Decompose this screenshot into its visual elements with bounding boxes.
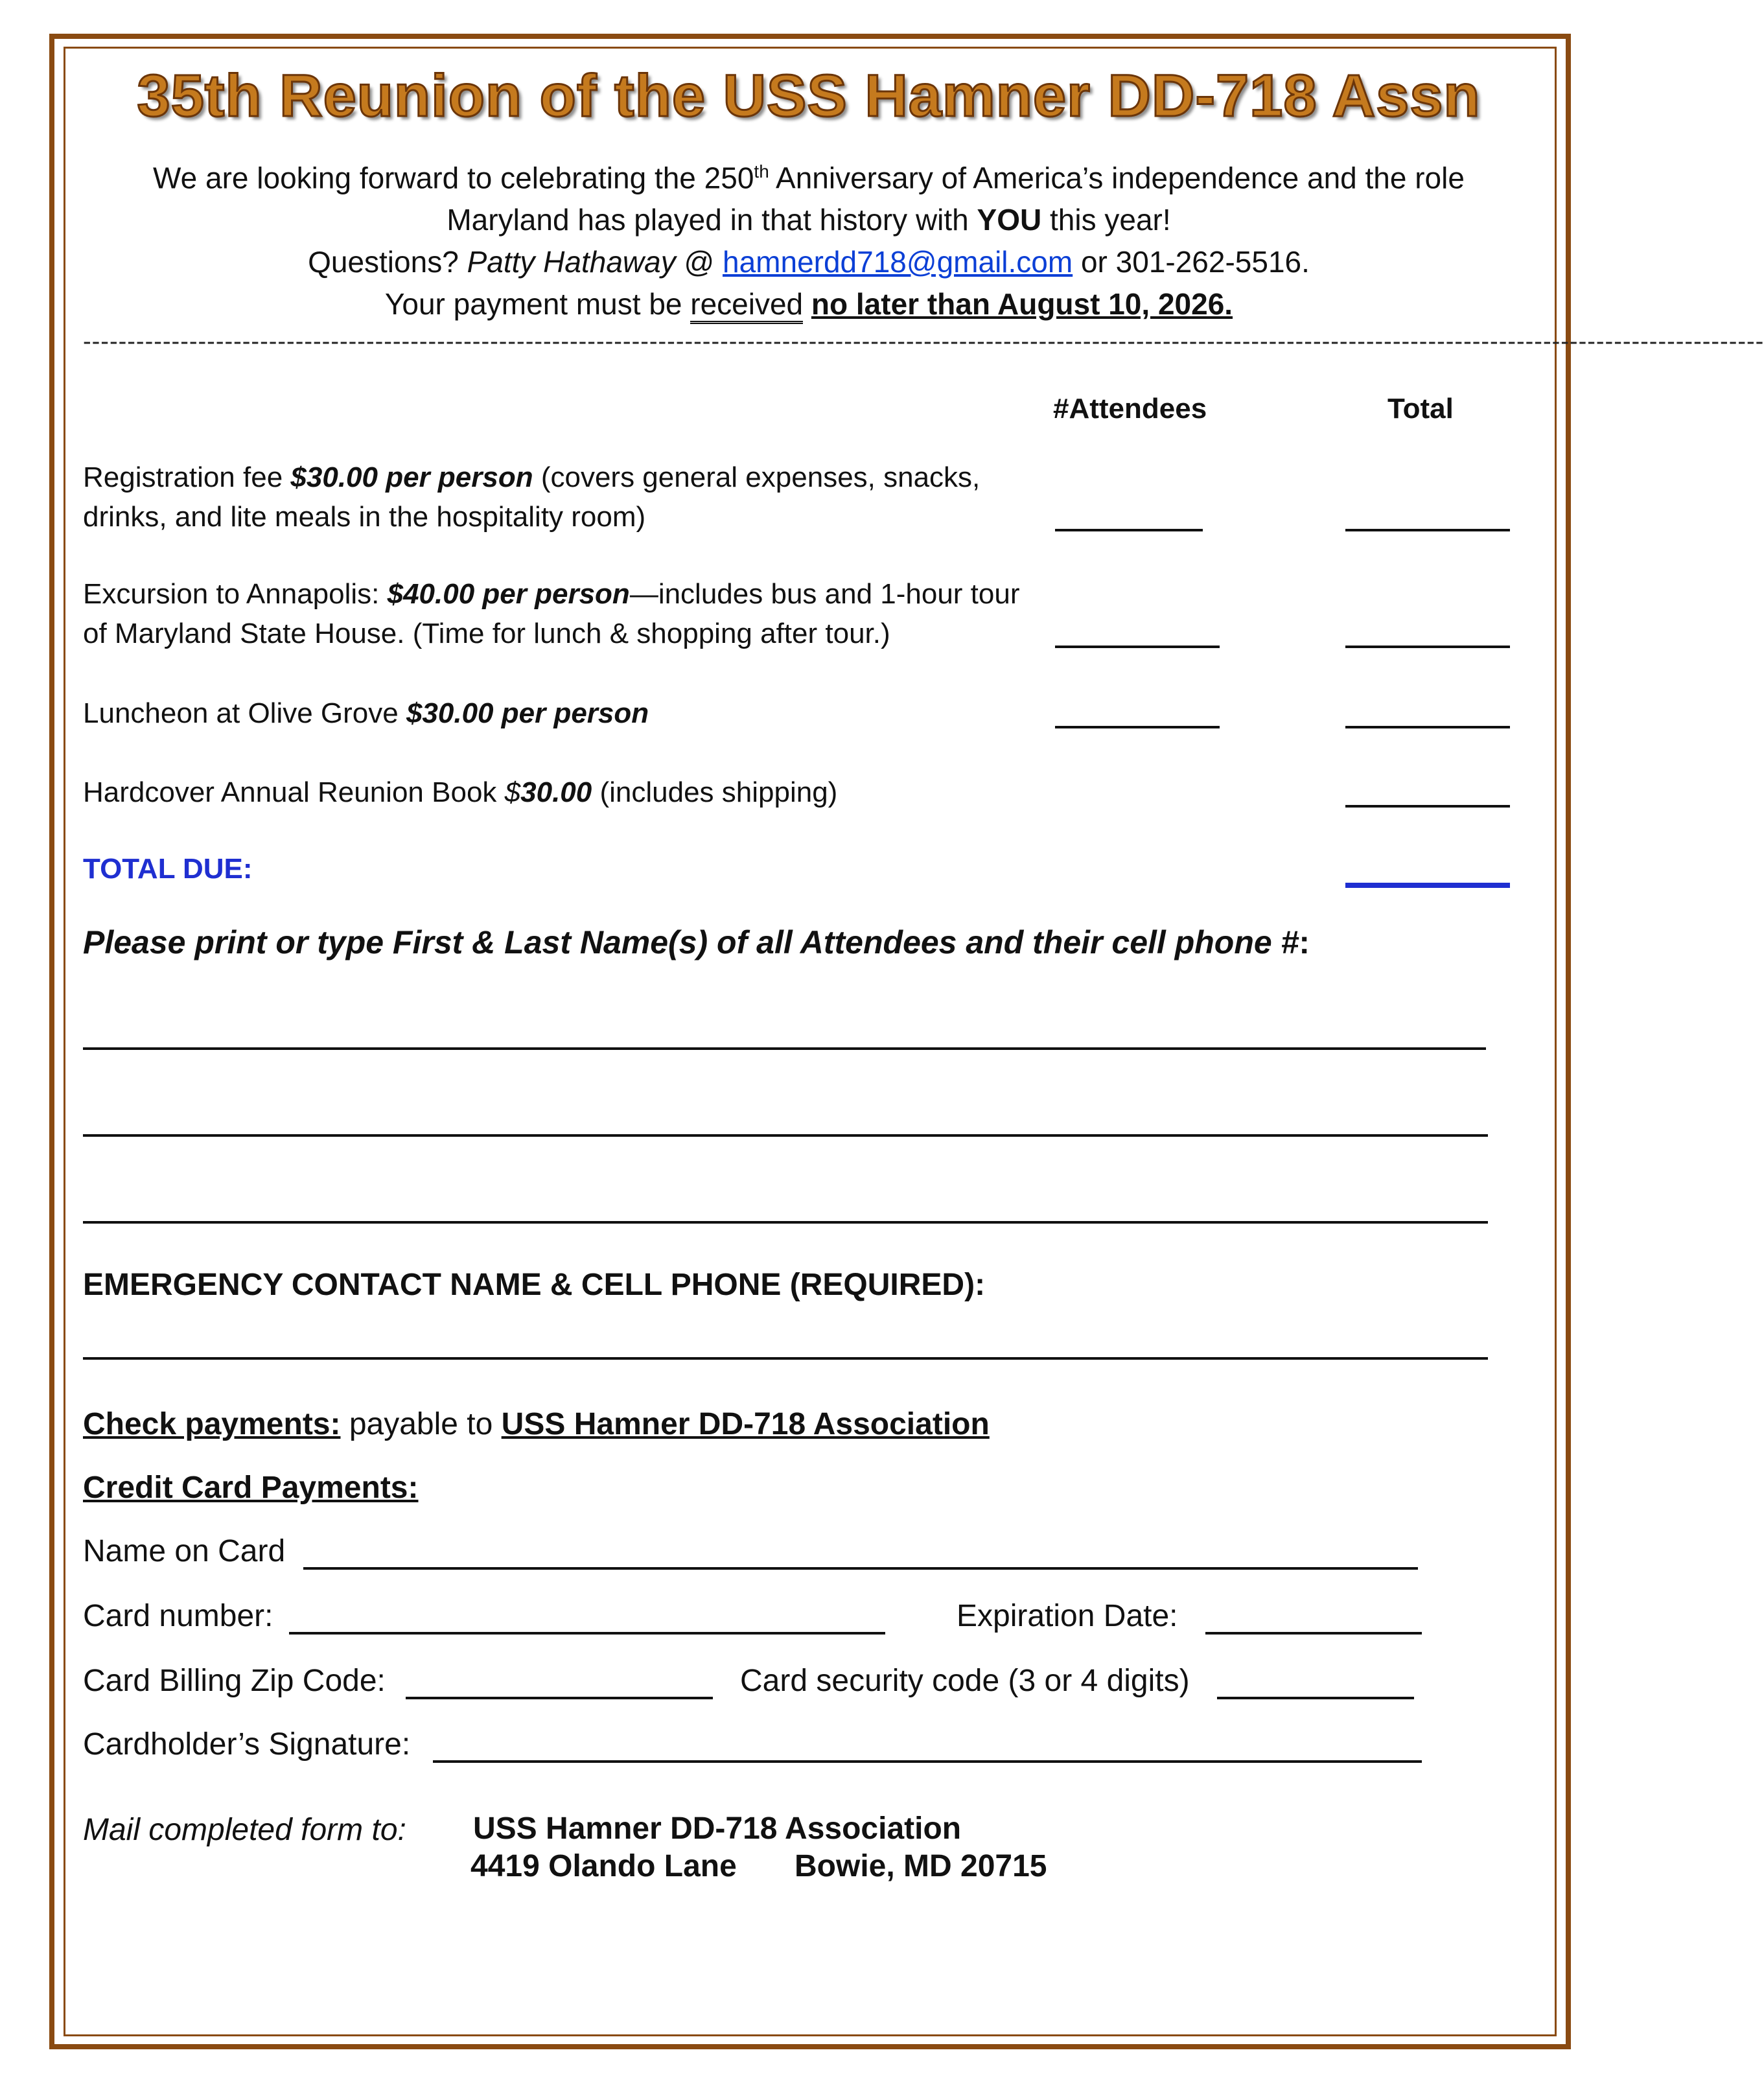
name-on-card-label: Name on Card [83, 1534, 286, 1568]
attendee-name-line-3[interactable] [83, 1221, 1488, 1224]
luncheon-total-field[interactable] [1345, 726, 1510, 728]
mail-org: USS Hamner DD-718 Association [473, 1811, 962, 1846]
security-code-field[interactable] [1217, 1697, 1414, 1699]
item-registration: Registration fee $30.00 per person (covers general expenses, snacks, drinks, and lite meals in the hospitality room) [83, 461, 981, 533]
page-title: 35th Reunion of the USS Hamner DD-718 Assn [137, 63, 1481, 129]
credit-card-heading: Credit Card Payments: [83, 1471, 419, 1505]
intro-block [0, 150, 1618, 325]
reunion-book-total-field[interactable] [1345, 805, 1510, 808]
name-on-card-field[interactable] [303, 1567, 1418, 1570]
excursion-total-field[interactable] [1345, 646, 1510, 648]
intro-line-1: We are looking forward to celebrating the 250th Anniversary of America’s independence and the role [153, 161, 1465, 195]
mail-to-label: Mail completed form to: [83, 1813, 406, 1847]
signature-label: Cardholder’s Signature: [83, 1727, 411, 1762]
contact-email-link[interactable]: hamnerdd718@gmail.com [723, 245, 1073, 279]
billing-zip-field[interactable] [406, 1697, 713, 1699]
excursion-attendees-field[interactable] [1055, 646, 1220, 648]
payment-deadline-line: Your payment must be received no later than August 10, 2026. [0, 283, 1618, 325]
emergency-contact-label: EMERGENCY CONTACT NAME & CELL PHONE (REQUIRED): [83, 1268, 986, 1302]
check-payments-line: Check payments: payable to USS Hamner DD-718 Association [83, 1407, 990, 1441]
emergency-contact-field[interactable] [83, 1357, 1488, 1360]
total-due-field[interactable] [1345, 883, 1510, 888]
luncheon-attendees-field[interactable] [1055, 726, 1220, 728]
contact-name: Patty Hathaway [467, 245, 676, 279]
registration-total-field[interactable] [1345, 529, 1510, 531]
total-due-label: TOTAL DUE: [83, 853, 253, 885]
billing-zip-label: Card Billing Zip Code: [83, 1664, 386, 1698]
questions-line: Questions? Patty Hathaway @ hamnerdd718@gmail.com or 301-262-5516. [308, 245, 1310, 279]
attendee-names-label: Please print or type First & Last Name(s) of all Attendees and their cell phone #: [83, 924, 1310, 960]
check-payee: USS Hamner DD-718 Association [501, 1407, 990, 1441]
registration-attendees-field[interactable] [1055, 529, 1203, 531]
mail-city: Bowie, MD 20715 [795, 1849, 1047, 1883]
signature-field[interactable] [433, 1760, 1422, 1763]
item-luncheon: Luncheon at Olive Grove $30.00 per person [83, 697, 649, 729]
item-reunion-book: Hardcover Annual Reunion Book $30.00 (includes shipping) [83, 776, 838, 808]
expiration-date-label: Expiration Date: [957, 1599, 1178, 1633]
column-total-header: Total [1387, 393, 1454, 425]
security-code-label: Card security code (3 or 4 digits) [740, 1664, 1190, 1698]
item-excursion: Excursion to Annapolis: $40.00 per person—includes bus and 1-hour tour of Maryland State House. (Time for lunch & shopping after tour.) [83, 578, 1020, 649]
intro-line-2: Maryland has played in that history with YOU this year! [447, 203, 1171, 237]
attendee-name-line-2[interactable] [83, 1134, 1488, 1137]
column-attendees-header: #Attendees [1053, 393, 1207, 425]
mail-street: 4419 Olando Lane [470, 1849, 737, 1883]
card-number-label: Card number: [83, 1599, 273, 1633]
expiration-date-field[interactable] [1205, 1632, 1422, 1635]
payment-deadline: no later than August 10, 2026. [811, 287, 1233, 321]
attendee-name-line-1[interactable] [83, 1047, 1486, 1050]
card-number-field[interactable] [289, 1632, 885, 1635]
dashed-divider: ---------------------------------------------------------------------------------------------------------------------------------------------------------------------------------------------- [83, 328, 1764, 355]
